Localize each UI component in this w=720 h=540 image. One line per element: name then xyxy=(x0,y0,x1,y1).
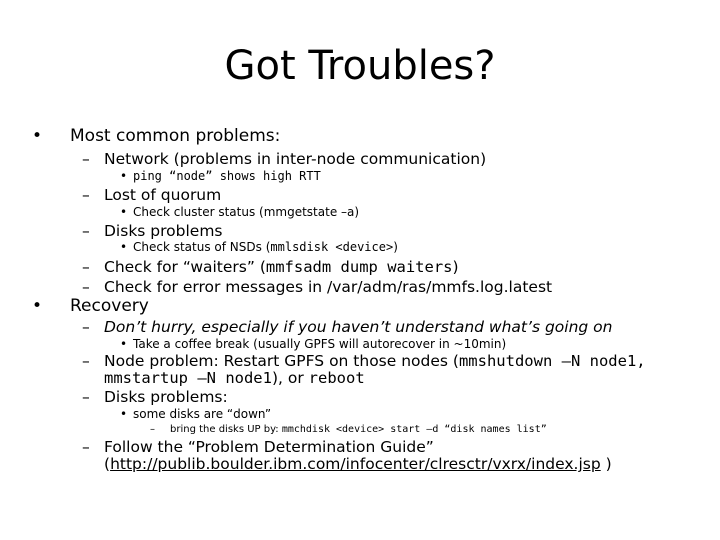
bullet-marker: • xyxy=(120,169,128,183)
dash-marker: – xyxy=(82,278,90,296)
bullet-marker: • xyxy=(32,126,43,146)
disks-problem: Disks problems xyxy=(104,222,223,240)
bullet-marker: • xyxy=(32,296,43,316)
quorum-problem: Lost of quorum xyxy=(104,186,222,204)
dash-marker: – xyxy=(150,424,155,435)
dash-marker: – xyxy=(82,318,90,336)
dash-marker: – xyxy=(82,186,90,204)
check-cluster-status: Check cluster status (mmgetstate –a) xyxy=(133,205,360,219)
dash-marker: – xyxy=(82,150,90,168)
guide-url-line: (http://publib.boulder.ibm.com/infocenter/clresctr/vxrx/index.jsp ) xyxy=(104,455,612,473)
common-problems-heading: Most common problems: xyxy=(70,126,281,146)
dash-marker: – xyxy=(82,222,90,240)
check-error-log: Check for error messages in /var/adm/ras/mmfs.log.latest xyxy=(104,278,553,296)
dash-marker: – xyxy=(82,352,90,370)
dash-marker: – xyxy=(82,388,90,406)
guide-url-link[interactable]: http://publib.boulder.ibm.com/infocenter/clresctr/vxrx/index.jsp xyxy=(110,455,601,473)
dont-hurry-advice: Don’t hurry, especially if you haven’t understand what’s going on xyxy=(104,318,613,336)
network-problem: Network (problems in inter-node communication) xyxy=(104,150,487,168)
recovery-heading: Recovery xyxy=(70,296,149,316)
disks-problems-recovery: Disks problems: xyxy=(104,388,228,406)
dash-marker: – xyxy=(82,258,90,276)
slide-title: Got Troubles? xyxy=(224,43,496,89)
bring-disks-up: bring the disks UP by: mmchdisk <device> start –d “disk names list” xyxy=(170,424,547,435)
ping-rtt-note: ping “node” shows high RTT xyxy=(133,169,321,183)
node-problem-restart-cont: mmstartup –N node1), or reboot xyxy=(104,369,365,387)
node-problem-restart: Node problem: Restart GPFS on those nodes (mmshutdown –N node1, xyxy=(104,352,646,370)
bullet-marker: • xyxy=(120,407,128,421)
problem-determination-guide: Follow the “Problem Determination Guide” xyxy=(104,438,434,456)
coffee-break-note: Take a coffee break (usually GPFS will autorecover in ~10min) xyxy=(133,337,507,351)
bullet-marker: • xyxy=(120,337,128,351)
check-waiters: Check for “waiters” (mmfsadm dump waiters) xyxy=(104,258,459,276)
disks-down-note: some disks are “down” xyxy=(133,407,272,421)
bullet-marker: • xyxy=(120,205,128,219)
check-nsd-status: Check status of NSDs (mmlsdisk <device>) xyxy=(133,240,398,254)
dash-marker: – xyxy=(82,438,90,456)
bullet-marker: • xyxy=(120,240,128,254)
